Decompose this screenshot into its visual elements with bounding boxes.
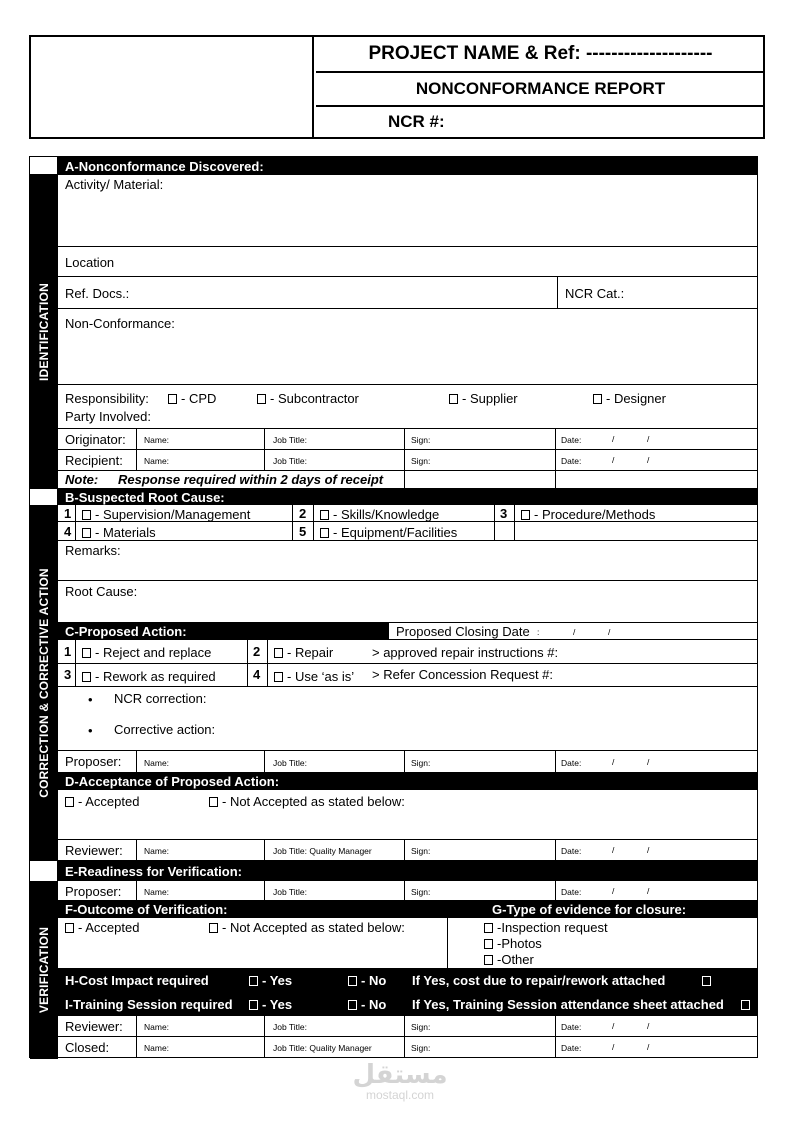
reviewer-label: Reviewer: [65,843,123,858]
option-not-accepted[interactable]: - Not Accepted as stated below: [209,794,405,809]
option-equipment-facilities[interactable]: - Equipment/Facilities [320,525,457,540]
checkbox-icon [249,976,258,986]
option-cost-yes[interactable]: - Yes [249,973,292,988]
project-name-ref: PROJECT NAME & Ref: -------------------- [316,37,765,73]
name-field[interactable]: Name: [144,456,170,466]
checkbox-icon [249,1000,258,1010]
job-title-field[interactable]: Job Title: Quality Manager [273,846,372,856]
cost-attached-checkbox[interactable] [702,973,715,988]
date-field[interactable]: Date: [561,887,582,897]
logo-area [31,37,314,137]
checkbox-icon [741,1000,750,1010]
job-title-field[interactable]: Job Title: [273,1022,308,1032]
name-field[interactable]: Name: [144,846,170,856]
closed-row: Closed: Name: Job Title: Quality Manager Sign: Date: / / [58,1037,757,1058]
acceptance-row [58,790,757,840]
proposer-label: Proposer: [65,884,122,899]
concession-request-field[interactable]: > Refer Concession Request #: [372,667,554,682]
ncr-form [29,156,758,1058]
side-label-verification: VERIFICATION [37,926,51,1014]
name-field[interactable]: Name: [144,1043,170,1053]
report-header [29,35,765,139]
date-field[interactable]: Date: [561,846,582,856]
section-c-title: C-Proposed Action: [58,623,389,640]
side-corner [30,157,58,175]
recipient-label: Recipient: [65,453,123,468]
job-title-field[interactable]: Job Title: [273,456,308,466]
note-label: Note: [65,472,99,487]
checkbox-icon [65,797,74,807]
section-f-title: F-Outcome of Verification: [65,902,228,917]
option-verification-accepted[interactable]: - Accepted [65,920,139,935]
job-title-field[interactable]: Job Title: Quality Manager [273,1043,372,1053]
checkbox-icon [274,672,283,682]
report-title: NONCONFORMANCE REPORT [316,73,765,107]
section-e-title: E-Readiness for Verification: [58,861,757,881]
section-b-title: B-Suspected Root Cause: [58,489,757,505]
ref-docs-label: Ref. Docs.: [65,286,130,301]
cost-training-band [58,969,757,1016]
training-note: If Yes, Training Session attendance sheet attached [412,997,724,1012]
bullet-icon: • [88,692,93,707]
date-field[interactable]: Date: [561,758,582,768]
sign-field[interactable]: Sign: [411,1022,431,1032]
cost-note: If Yes, cost due to repair/rework attached [412,973,666,988]
sign-field[interactable]: Sign: [411,456,431,466]
cost-impact-label: H-Cost Impact required [65,973,209,988]
side-gap-2 [30,861,58,881]
ncr-correction-field[interactable]: NCR correction: [114,691,207,706]
checkbox-icon [209,797,218,807]
corrective-action-field[interactable]: Corrective action: [114,722,216,737]
training-attached-checkbox[interactable] [741,997,754,1012]
proposer-row: Proposer: Name: Job Title: Sign: Date: / / [58,751,757,773]
root-cause-options-row-2: 4 - Materials 5 - Equipment/Facilities [58,522,757,541]
sign-field[interactable]: Sign: [411,1043,431,1053]
proposer-label: Proposer: [65,754,122,769]
checkbox-icon [484,955,493,965]
option-cpd[interactable]: - CPD [168,391,216,406]
checkbox-icon [484,923,493,933]
proposed-action-row-2: 3 - Rework as required 4 - Use ‘as is’ > Refer Concession Request #: [58,664,757,687]
side-gap-1 [30,489,58,505]
checkbox-icon [209,923,218,933]
sign-field[interactable]: Sign: [411,758,431,768]
checkbox-icon [593,394,602,404]
activity-material-field[interactable] [58,175,757,247]
ref-docs-row [58,277,757,309]
watermark [340,1060,460,1102]
checkbox-icon [274,648,283,658]
root-cause-options-row-1: 1 - Supervision/Management 2 - Skills/Knowledge 3 - Procedure/Methods [58,505,757,522]
job-title-field[interactable]: Job Title: [273,758,308,768]
repair-instructions-field[interactable]: > approved repair instructions #: [372,645,559,660]
correction-details-area [58,687,757,751]
checkbox-icon [320,510,329,520]
sign-field[interactable]: Sign: [411,846,431,856]
name-field[interactable]: Name: [144,1022,170,1032]
recipient-row: Recipient: Name: Job Title: Sign: Date: / / [58,450,757,471]
checkbox-icon [348,976,357,986]
job-title-field[interactable]: Job Title: [273,887,308,897]
checkbox-icon [257,394,266,404]
sign-field[interactable]: Sign: [411,435,431,445]
option-other[interactable]: -Other [484,952,534,967]
option-verification-not-accepted[interactable]: - Not Accepted as stated below: [209,920,405,935]
date-field[interactable]: Date: [561,456,582,466]
option-skills-knowledge[interactable]: - Skills/Knowledge [320,507,439,522]
note-row [58,471,757,489]
section-d-title: D-Acceptance of Proposed Action: [58,773,757,790]
side-label-identification: IDENTIFICATION [37,283,51,381]
option-photos[interactable]: -Photos [484,936,542,951]
checkbox-icon [484,939,493,949]
option-training-yes[interactable]: - Yes [249,997,292,1012]
section-f-g-title [58,901,757,918]
checkbox-icon [65,923,74,933]
bullet-icon: • [88,723,93,738]
closed-label: Closed: [65,1040,110,1055]
reviewer-label: Reviewer: [65,1019,123,1034]
proposed-action-row-1: 1 - Reject and replace 2 - Repair > approved repair instructions #: [58,640,757,664]
option-materials[interactable]: - Materials [82,525,156,540]
date-field[interactable]: Date: [561,1043,582,1053]
watermark-arabic: مستقل [352,1059,448,1089]
option-supervision-management[interactable]: - Supervision/Management [82,507,250,522]
checkbox-icon [168,394,177,404]
proposed-closing-date-field[interactable]: Proposed Closing Date : / / [389,623,757,640]
location-label: Location [65,255,115,270]
option-accepted[interactable]: - Accepted [65,794,139,809]
option-inspection-request[interactable]: -Inspection request [484,920,608,935]
originator-label: Originator: [65,432,126,447]
option-use-as-is[interactable]: - Use ‘as is’ [274,669,354,684]
option-rework[interactable]: - Rework as required [82,669,216,684]
verification-proposer-row: Proposer: Name: Job Title: Sign: Date: / / [58,881,757,901]
checkbox-icon [82,648,91,658]
checkbox-icon [348,1000,357,1010]
checkbox-icon [82,672,91,682]
option-designer[interactable]: - Designer [593,391,666,406]
date-field[interactable]: Date: [561,435,582,445]
training-session-label: I-Training Session required [65,997,233,1012]
ncr-cat-label: NCR Cat.: [565,286,625,301]
section-a-title: A-Nonconformance Discovered: [58,157,757,175]
party-involved-label: Party Involved: [65,409,151,424]
option-cost-no[interactable]: - No [348,973,386,988]
location-field[interactable] [58,247,757,277]
root-cause-label: Root Cause: [65,584,138,599]
responsibility-row [58,385,757,429]
sign-field[interactable]: Sign: [411,887,431,897]
remarks-label: Remarks: [65,543,121,558]
checkbox-icon [521,510,530,520]
option-repair[interactable]: - Repair [274,645,333,660]
checkbox-icon [320,528,329,538]
checkbox-icon [449,394,458,404]
root-cause-field[interactable] [58,581,757,623]
option-subcontractor[interactable]: - Subcontractor [257,391,359,406]
job-title-field[interactable]: Job Title: [273,435,308,445]
originator-row: Originator: Name: Job Title: Sign: Date: / / [58,429,757,450]
name-field[interactable]: Name: [144,887,170,897]
reviewer-row: Reviewer: Name: Job Title: Quality Manager Sign: Date: / / [58,840,757,861]
option-training-no[interactable]: - No [348,997,386,1012]
name-field[interactable]: Name: [144,758,170,768]
option-supplier[interactable]: - Supplier [449,391,518,406]
checkbox-icon [82,510,91,520]
non-conformance-field[interactable] [58,309,757,385]
watermark-latin: mostaql.com [365,1088,435,1102]
activity-material-label: Activity/ Material: [65,177,164,192]
name-field[interactable]: Name: [144,435,170,445]
responsibility-label: Responsibility: [65,391,149,406]
non-conformance-label: Non-Conformance: [65,316,175,331]
option-reject-replace[interactable]: - Reject and replace [82,645,211,660]
date-field[interactable]: Date: [561,1022,582,1032]
note-text: Response required within 2 days of receipt [118,472,384,487]
checkbox-icon [702,976,711,986]
verification-outcome-row [58,918,757,969]
section-g-title: G-Type of evidence for closure: [492,902,687,917]
checkbox-icon [82,528,91,538]
ncr-number[interactable]: NCR #: [388,112,445,131]
remarks-field[interactable] [58,541,757,581]
proposed-closing-date-label: Proposed Closing Date [396,624,530,639]
final-reviewer-row: Reviewer: Name: Job Title: Sign: Date: / / [58,1016,757,1037]
side-label-correction: CORRECTION & CORRECTIVE ACTION [37,568,51,798]
option-procedure-methods[interactable]: - Procedure/Methods [521,507,655,522]
